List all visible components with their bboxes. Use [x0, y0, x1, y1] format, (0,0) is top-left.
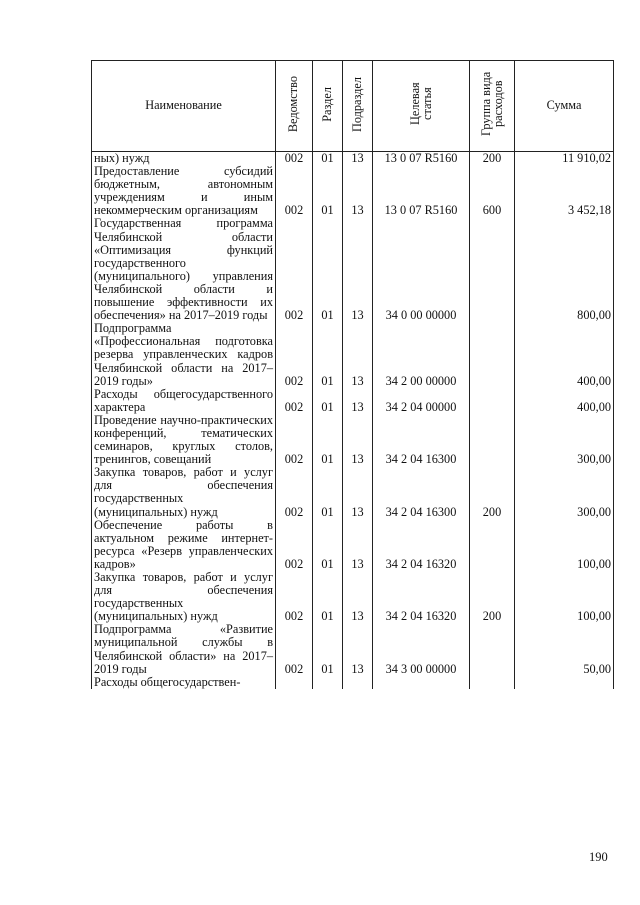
- row-name: Проведение научно-практических конференций, тематических семинаров, круглых столов, тренингов, совещаний: [92, 414, 276, 466]
- row-name: Обеспечение работы в актуальном режиме интернет-ресурса «Резерв управленческих кадров»: [92, 519, 276, 571]
- row-name: Расходы общегосударственного характера: [92, 388, 276, 414]
- row-group: [470, 414, 515, 466]
- row-group: 200: [470, 466, 515, 518]
- row-section: 01: [313, 623, 343, 675]
- row-sum: 800,00: [515, 217, 614, 322]
- table-row: [92, 388, 614, 414]
- table-row: [92, 571, 614, 623]
- row-target: 34 2 04 16320: [373, 519, 470, 571]
- table-row: [92, 217, 614, 322]
- row-group: 200: [470, 152, 515, 166]
- row-section: 01: [313, 414, 343, 466]
- row-target: 34 2 00 00000: [373, 322, 470, 387]
- row-group: [470, 217, 515, 322]
- row-section: 01: [313, 519, 343, 571]
- row-subsection: 13: [343, 519, 373, 571]
- table-row: [92, 676, 614, 689]
- row-section: 01: [313, 217, 343, 322]
- row-group: 200: [470, 571, 515, 623]
- row-name: Предоставление субсидий бюджетным, автономным учреждениям и иным некоммерческим организациям: [92, 165, 276, 217]
- table-row: [92, 466, 614, 518]
- row-sum: 50,00: [515, 623, 614, 675]
- row-ministry: 002: [276, 322, 313, 387]
- budget-table: [91, 60, 614, 689]
- row-subsection: 13: [343, 165, 373, 217]
- row-target: 34 2 04 16300: [373, 466, 470, 518]
- row-sum: 300,00: [515, 466, 614, 518]
- row-subsection: [343, 676, 373, 689]
- row-section: 01: [313, 322, 343, 387]
- row-ministry: 002: [276, 623, 313, 675]
- row-target: 34 0 00 00000: [373, 217, 470, 322]
- row-sum: 400,00: [515, 388, 614, 414]
- table-row: [92, 152, 614, 166]
- row-target: 13 0 07 R5160: [373, 152, 470, 166]
- row-ministry: 002: [276, 519, 313, 571]
- row-section: 01: [313, 571, 343, 623]
- row-group: [470, 388, 515, 414]
- row-name: ных) нужд: [92, 152, 276, 166]
- row-name: Государственная программа Челябинской области «Оптимизация функций государственного (муниципального) управления Челябинской области и повышение эффективности их обеспечения» на 2017–2019 годы: [92, 217, 276, 322]
- row-subsection: 13: [343, 322, 373, 387]
- row-ministry: 002: [276, 152, 313, 166]
- row-group: 600: [470, 165, 515, 217]
- row-target: 34 2 04 16300: [373, 414, 470, 466]
- row-subsection: 13: [343, 217, 373, 322]
- row-name: Закупка товаров, работ и услуг для обеспечения государственных (муниципальных) нужд: [92, 466, 276, 518]
- row-sum: 11 910,02: [515, 152, 614, 166]
- header-row: [92, 61, 614, 152]
- row-group: [470, 322, 515, 387]
- row-subsection: 13: [343, 466, 373, 518]
- row-name: Подпрограмма «Профессиональная подготовка резерва управленческих кадров Челябинской области на 2017–2019 годы»: [92, 322, 276, 387]
- row-ministry: [276, 676, 313, 689]
- row-sum: 3 452,18: [515, 165, 614, 217]
- row-subsection: 13: [343, 571, 373, 623]
- row-section: 01: [313, 152, 343, 166]
- row-name: Закупка товаров, работ и услуг для обеспечения государственных (муниципальных) нужд: [92, 571, 276, 623]
- row-target: 34 2 04 16320: [373, 571, 470, 623]
- table-row: [92, 414, 614, 466]
- row-sum: 100,00: [515, 519, 614, 571]
- header-sum: Сумма: [515, 61, 614, 152]
- header-subsection: Подраздел: [343, 61, 373, 152]
- row-ministry: 002: [276, 217, 313, 322]
- row-subsection: 13: [343, 388, 373, 414]
- row-target: 13 0 07 R5160: [373, 165, 470, 217]
- row-subsection: 13: [343, 623, 373, 675]
- row-ministry: 002: [276, 414, 313, 466]
- row-subsection: 13: [343, 152, 373, 166]
- row-name: Расходы общегосударствен-: [92, 676, 276, 689]
- row-section: 01: [313, 388, 343, 414]
- row-subsection: 13: [343, 414, 373, 466]
- header-group: Группа вида расходов: [470, 61, 515, 152]
- row-ministry: 002: [276, 165, 313, 217]
- row-group: [470, 623, 515, 675]
- page-number: 190: [589, 850, 608, 864]
- row-section: 01: [313, 165, 343, 217]
- row-name: Подпрограмма «Развитие муниципальной службы в Челябинской области» на 2017–2019 годы: [92, 623, 276, 675]
- row-group: [470, 519, 515, 571]
- header-section: Раздел: [313, 61, 343, 152]
- row-sum: 400,00: [515, 322, 614, 387]
- row-sum: 100,00: [515, 571, 614, 623]
- table-row: [92, 165, 614, 217]
- row-target: 34 2 04 00000: [373, 388, 470, 414]
- row-ministry: 002: [276, 466, 313, 518]
- row-section: [313, 676, 343, 689]
- table-row: [92, 322, 614, 387]
- table-row: [92, 519, 614, 571]
- row-target: 34 3 00 00000: [373, 623, 470, 675]
- row-target: [373, 676, 470, 689]
- header-ministry: Ведомство: [276, 61, 313, 152]
- row-sum: [515, 676, 614, 689]
- header-target: Целевая статья: [373, 61, 470, 152]
- row-ministry: 002: [276, 571, 313, 623]
- row-sum: 300,00: [515, 414, 614, 466]
- row-ministry: 002: [276, 388, 313, 414]
- table-row: [92, 623, 614, 675]
- row-section: 01: [313, 466, 343, 518]
- header-name: Наименование: [92, 61, 276, 152]
- row-group: [470, 676, 515, 689]
